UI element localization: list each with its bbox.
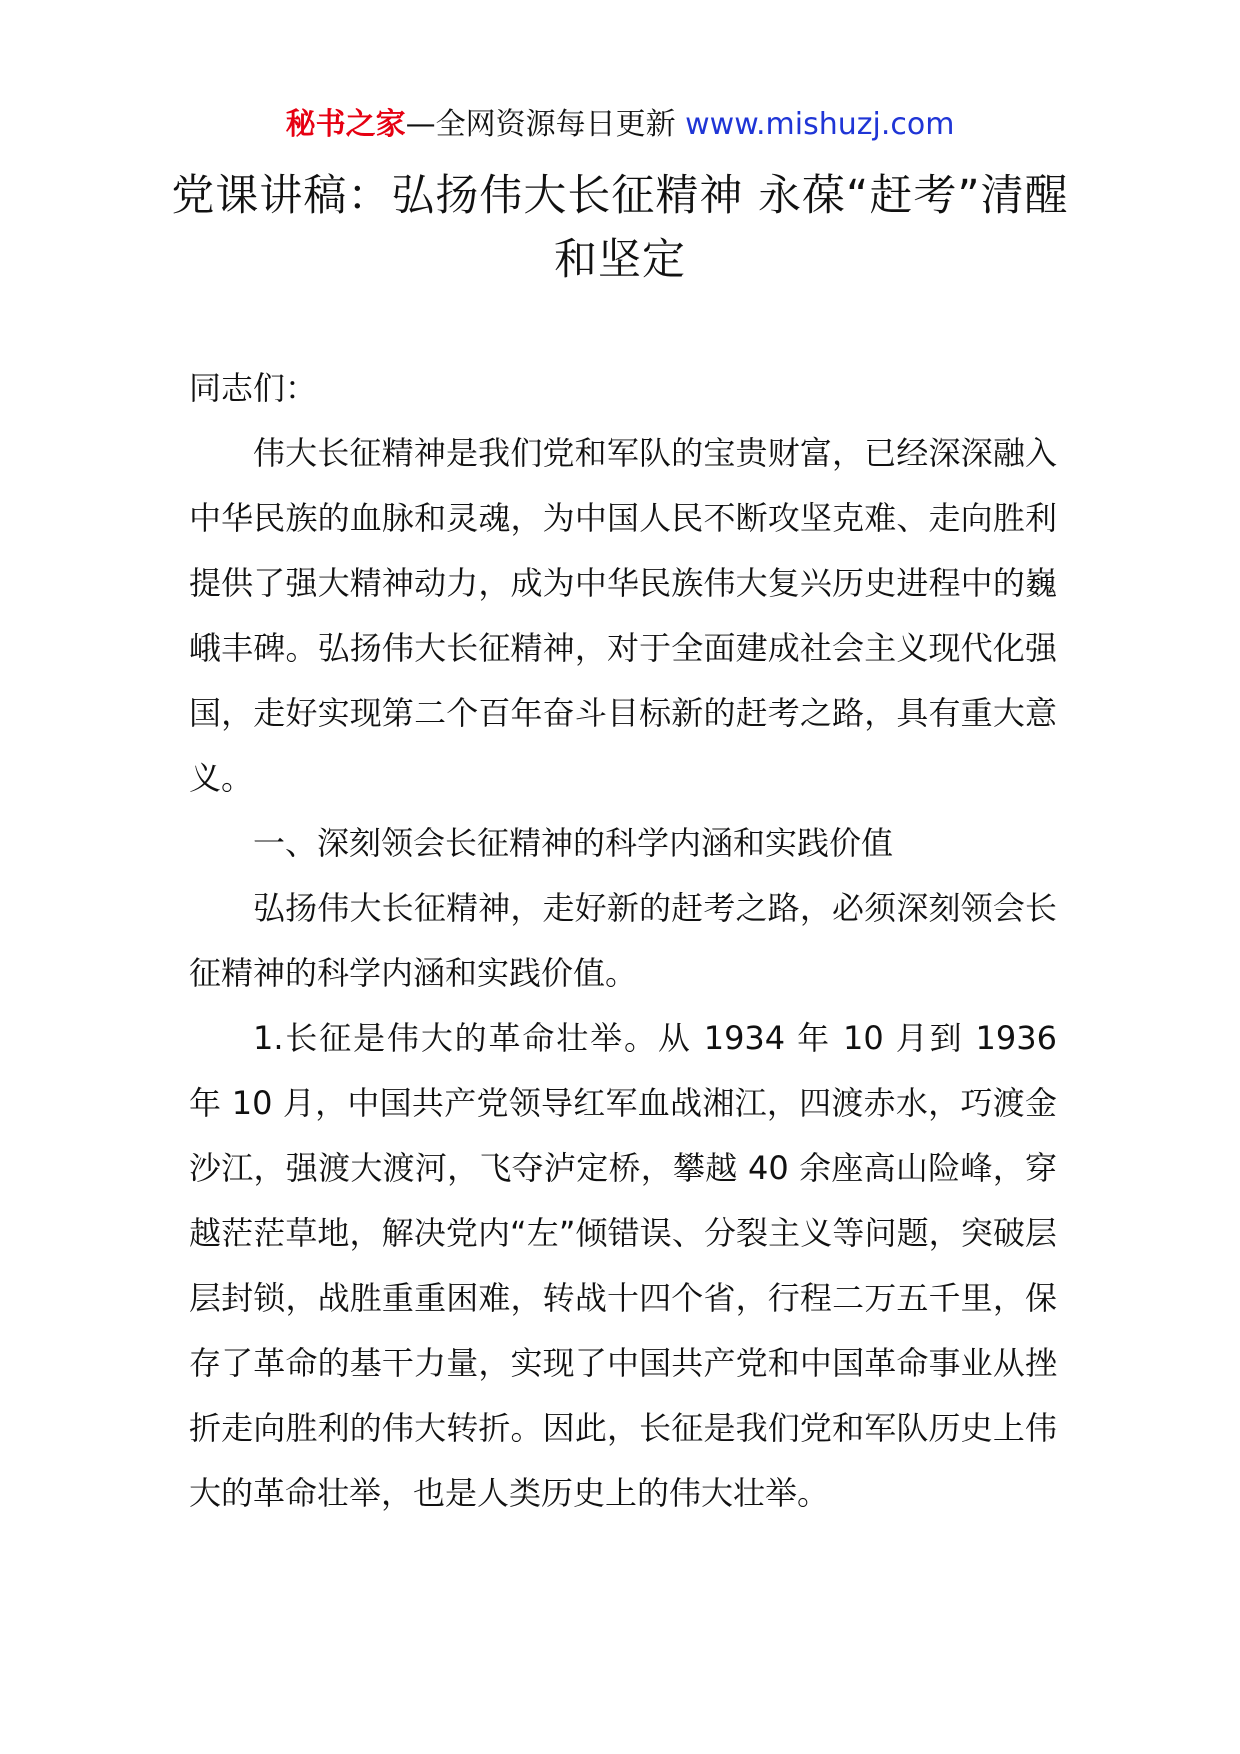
salutation: 同志们： — [189, 369, 318, 407]
document-title: 党课讲稿：弘扬伟大长征精神 永葆“赶考”清醒和坚定 — [171, 171, 1069, 285]
header-tagline: —全网资源每日更新 — [405, 107, 686, 142]
brand-name: 秘书之家 — [285, 107, 406, 142]
site-header — [0, 98, 1240, 152]
paragraph-point-1: 1.长征是伟大的革命壮举。从 1934 年 10 月到 1936 年 10 月，中国共产党领导红军血战湘江，四渡赤水，巧渡金沙江，强渡大渡河，飞夺泸定桥，攀越 40 余座高山险峰，穿越茫茫草地，解决党内“左”倾错误、分裂主义等问题，突破层层封锁，战胜重重困难，转战十四个省，行程二万五千里，保存了革命的基干力量，实现了中国共产党和中国革命事业从挫折走向胜利的伟大转折。因此，长征是我们党和军队历史上伟大的革命壮举，也是人类历史上的伟大壮举。 — [189, 1019, 1057, 1512]
paragraph-intro: 伟大长征精神是我们党和军队的宝贵财富，已经深深融入中华民族的血脉和灵魂，为中国人民不断攻坚克难、走向胜利提供了强大精神动力，成为中华民族伟大复兴历史进程中的巍峨丰碑。弘扬伟大长征精神，对于全面建成社会主义现代化强国，走好实现第二个百年奋斗目标新的赶考之路，具有重大意义。 — [189, 434, 1057, 797]
paragraph-section-intro: 弘扬伟大长征精神，走好新的赶考之路，必须深刻领会长征精神的科学内涵和实践价值。 — [189, 889, 1057, 992]
site-url-link[interactable]: www.mishuzj.com — [685, 107, 955, 142]
document-body — [189, 356, 1057, 1526]
section-heading-1: 一、深刻领会长征精神的科学内涵和实践价值 — [253, 824, 894, 862]
